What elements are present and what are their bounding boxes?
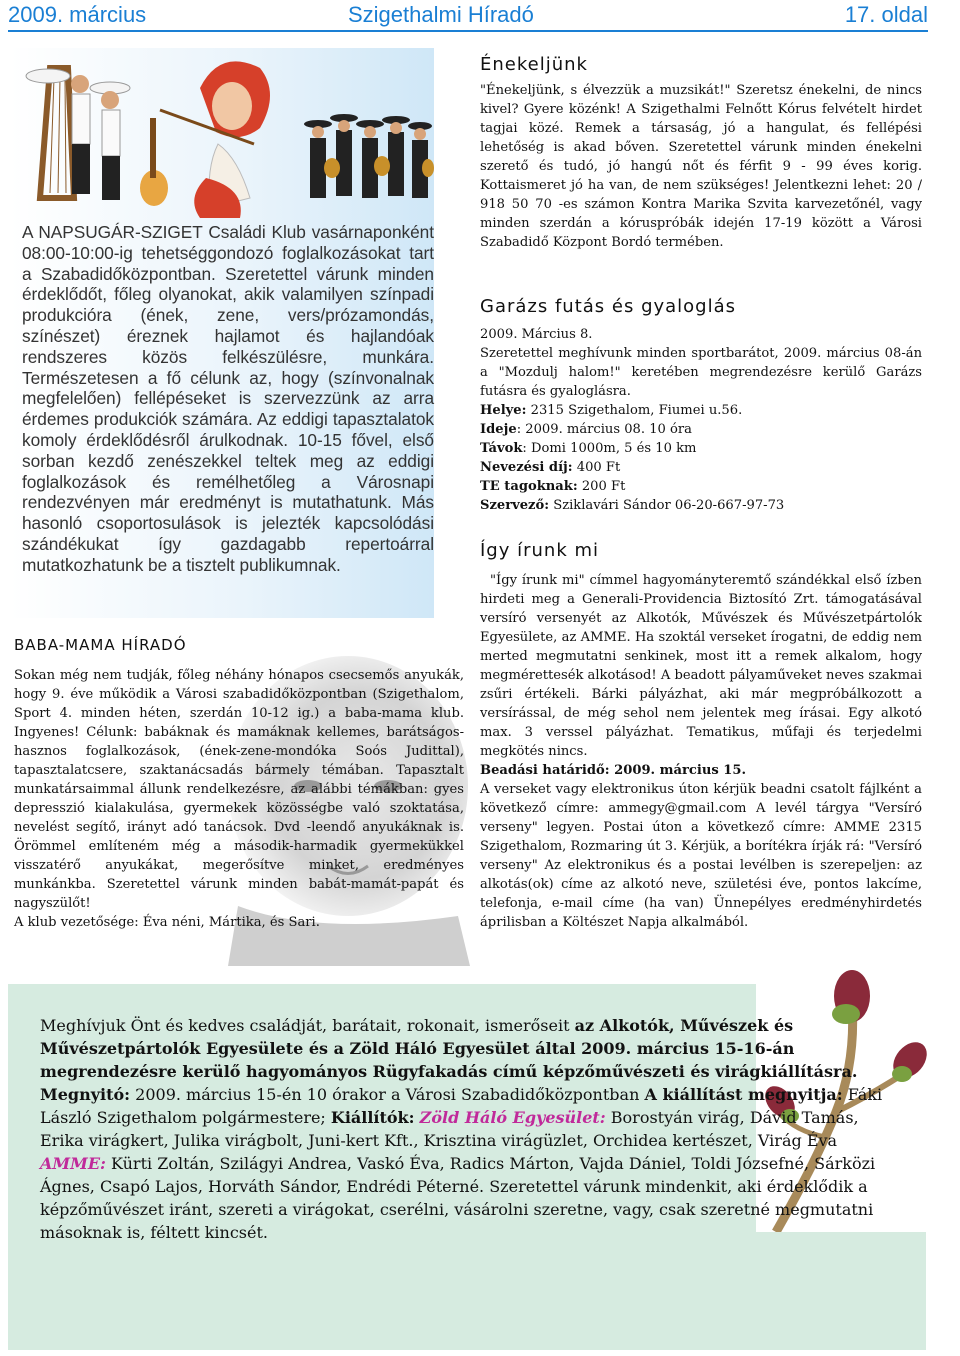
zold-halo-label: Zöld Háló Egyesület: — [419, 1108, 606, 1127]
enekeljunk-body: "Énekeljünk, s élvezzük a muzsikát!" Szeretsz énekelni, de nincs kivel? Gyere közénk! A Szigethalmi Felnőtt Kórus felvételt hirdet tagjai közé. Remek a társaság, jó a hangulat, és fellépési lehetőség is akad bőven. Szeretettel várunk minden énekelni szerető és tudó, jó hangú nőt és férfit 9 - 99 éves korig. Kottaismeret jó ha van, de nem szükséges! Jelentkezni lehet: 20 / 918 50 70 -es számon Kontra Marika Szvita karvezetőnél, vagy minden szerdán a kóruspróbák idején 17-19 között a Városi Szabadidő Központ Bordó termében. — [480, 83, 922, 250]
musicians-illustration — [10, 48, 434, 218]
garazs-te: TE tagoknak: 200 Ft — [480, 479, 626, 494]
invitation-box — [8, 984, 926, 1350]
garazs-szervezo: Szervező: Sziklavári Sándor 06-20-667-97-73 — [480, 498, 785, 513]
igy-irunk-article — [480, 540, 922, 932]
garazs-tavok: Távok: Domi 1000m, 5 és 10 km — [480, 441, 697, 456]
igy-irunk-body: "Így írunk mi" címmel hagyományteremtő szándékkal első ízben hirdeti meg a Generali-Providencia Biztosító Zrt. támogatásával versíró versenyét az Alkotók, Művészek és Művészetpártolók Egyesülete, az AMME. Ha szoktál verseket írogatni, de eddig nem merted megmutatni senkinek, most itt a remek alkalom, hogy megmérettesék alkotásod! A beadott pályaműveket neves szakmai zsűri értékeli. Bárki pályázhat, aki már megpróbálkozott a versírással, de még sehol nem jelentek meg írásai. Egy alkotó max. 3 verssel pályázhat. Tematikus, műfaji és terjedelmi megkötés nincs. — [480, 573, 923, 759]
enekeljunk-article — [480, 54, 922, 252]
garazs-title: Garázs futás és gyaloglás — [480, 296, 737, 317]
garazs-intro: Szeretettel meghívunk minden sportbarátot, 2009. március 08-án a "Mozdulj halom!" keretében megrendezésre kerülő Garázs futásra és gyaloglásra. — [480, 346, 922, 399]
baba-mama-signature: A klub vezetősége: Éva néni, Mártika, és Sari. — [14, 915, 320, 930]
header-rule — [8, 30, 928, 32]
enekeljunk-title: Énekeljünk — [480, 54, 588, 75]
header-title: Szigethalmi Híradó — [348, 2, 534, 27]
napsugar-text: A NAPSUGÁR-SZIGET Családi Klub vasárnaponként 08:00-10:00-ig tehetséggondozó foglalkozásokat tart a Szabadidőközpontban. Szeretettel várunk minden érdeklődőt, főleg olyanokat, akik valamilyen színpadi produkcióra (ének, zene, vers/prózamondás, színészet) éreznek hajlamot és hajlandóak rendszeres közös felkészülésre, munkára. Természetesen a fő célunk az, hogy (színvonalnak megfelelően) fellépéseket is szervezzünk az arra érdemes produkciók számára. Az eddigi tapasztalatok komoly érdeklődésről árulkodnak. 10-15 fővel, első sorban kezdő zenészekkel teltek meg az eddigi foglalkozások és remélhetőleg a Városnapi rendezvényen már eredményt is mutathatunk. Más hasonló csoportosulások is jelezték kapcsolódási szándékukat így gazdagabb repertoárral mutatkozhatunk be a tisztelt publikumnak. — [22, 222, 434, 575]
napsugar-article — [10, 48, 434, 618]
garazs-nevezes: Nevezési díj: 400 Ft — [480, 460, 621, 475]
igy-irunk-title: Így írunk mi — [480, 540, 600, 561]
baba-mama-article — [10, 636, 464, 966]
page-header — [8, 0, 928, 32]
header-date: 2009. március — [8, 2, 147, 27]
header-page: 17. oldal — [844, 2, 928, 27]
garazs-article — [480, 296, 922, 515]
amme-label: AMME: — [40, 1154, 106, 1173]
garazs-helye: Helye: 2315 Szigethalom, Fiumei u.56. — [480, 403, 743, 418]
baba-mama-body — [14, 666, 464, 932]
baba-mama-title: BABA-MAMA HÍRADÓ — [14, 636, 187, 654]
baba-mama-text: Sokan még nem tudják, főleg néhány hónapos csecsemős anyukák, hogy 9. éve működik a Városi szabadidőközpontban (Szigethalom, Sport 4. minden héten, szerdán 10-12 ig.) a baba-mama klub. Ingyenes! Célunk: babáknak és mamáknak kellemes, barátságos-hasznos foglalkozások, (ének-zene-mondóka Soós Judittal), tapasztalatcsere, szaktanácsadás bármely témában. Tapasztalt munkatársaimmal állunk rendelkezésre, az alábbi témákban: gyes depresszió kialakulása, gyermekek közösségbe való szoktatása, nevelést segítő, irányt adó tanácsok. Dvd -leendő anyukáknak is. Örömmel említeném még a második-harmadik gyermekükkel visszatérő anyukákat, megerősítve minket, eredményes munkánkba. Szeretettel várunk minden babát-mamát-papát és nagyszülőt! — [14, 668, 464, 911]
garazs-ideje: Ideje: 2009. március 08. 10 óra — [480, 422, 692, 437]
igy-irunk-deadline: Beadási határidő: 2009. március 15. — [480, 763, 747, 778]
invitation-text: Meghívjuk Önt és kedves családját, barátait, rokonait, ismerőseit az Alkotók, Művészek és Művészetpártolók Egyesülete és a Zöld Háló Egyesület által 2009. március 15-16-án megrendezésre kerülő hagyományos Rügyfakadás című képzőművészeti és virágkiállításra. Megnyitó: 2009. március 15-én 10 órakor a Városi Szabadidőközpontban A kiállítást megnyitja: Fáki László Szigethalom polgármestere; Kiállítók: Zöld Háló Egyesület: Borostyán virág, Dávid Tamás, Erika virágkert, Julika virágbolt, Juni-kert Kft., Krisztina virágüzlet, Orchidea kertészet, Virág Éva AMME: Kürti Zoltán, Szilágyi Andrea, Vaskó Éva, Radics Márton, Vajda Dániel, Toldi Józsefné, Sárközi Ágnes, Csapó Lajos, Horváth Sándor, Endrédi Péterné. Szeretettel várunk mindenkit, aki érdeklődik a képzőművészet iránt, szereti a virágokat, cserélni, vásárolni szeretne, vagy, csak szeretné megmutatni másoknak is, féltett kincsét. — [40, 1016, 883, 1242]
garazs-date: 2009. Március 8. — [480, 327, 593, 342]
igy-irunk-body2: A verseket vagy elektronikus úton kérjük beadni csatolt fájlként a következő címre: ammegy@gmail.com A levél tárgya "Versíró verseny" legyen. Postai úton a következő címre: AMME 2315 Szigethalom, Rozmaring út 3. Kérjük, a borítékra írják rá: "Versíró verseny" Az elektronikus és a postai levélben is szerepeljen: az alkotás(ok) címe az alkotó neve, születési éve, pontos lakcíme, telefonja, e-mail címe (ha van) Ünnepélyes eredményhirdetés áprilisban a Költészet Napja alkalmából. — [480, 782, 922, 930]
